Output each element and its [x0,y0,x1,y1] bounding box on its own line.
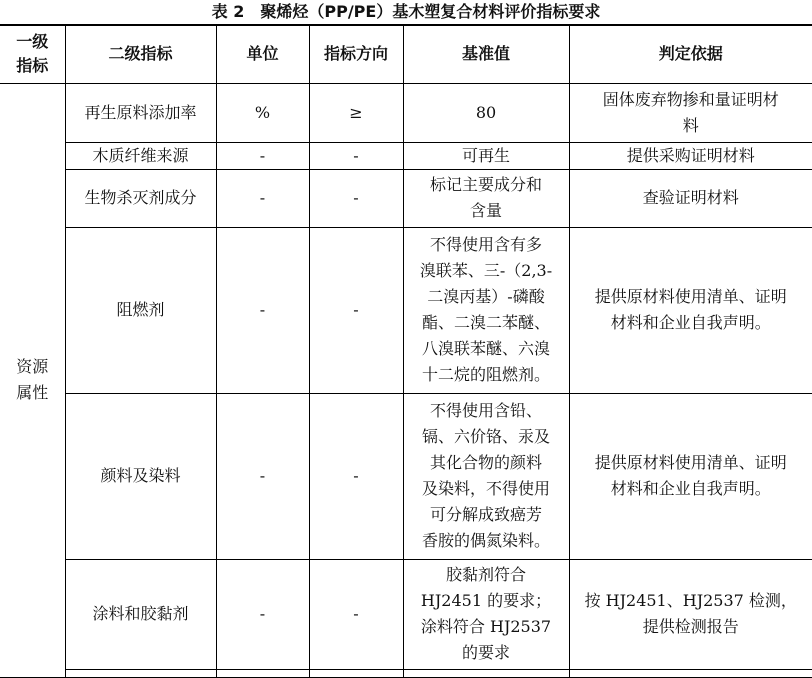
empty-cell [309,669,403,677]
header-level1-line: 一级 [16,32,49,52]
basis-line: 料 [682,115,699,135]
header-unit: 单位 [216,25,309,83]
header-level1 [0,25,65,83]
baseline-line: 香胺的偶氮染料。 [421,531,550,550]
indicator-cell: 阻燃剂 [65,227,216,393]
table-caption: 表 2 聚烯烃（PP/PE）基木塑复合材料评价指标要求 [211,2,601,21]
basis-line: 提供检测报告 [642,617,739,636]
table-row [0,83,812,142]
baseline-line: 十二烷的阻燃剂。 [421,365,550,384]
baseline-line: 酯、二溴二苯醚、 [421,313,550,332]
baseline-cell [403,227,569,393]
baseline-line: 涂料符合 HJ2537 [420,617,552,636]
baseline-line: 其化合物的颜料 [429,453,542,472]
unit-cell: - [216,142,309,169]
table-row [0,169,812,227]
direction-cell: - [309,169,403,227]
empty-cell [569,669,812,677]
baseline-line: 溴联苯、三-（2,3- [419,261,553,280]
unit-cell: - [216,169,309,227]
basis-line: 材料和企业自我声明。 [610,313,771,332]
evaluation-table [0,24,812,678]
empty-cell [216,669,309,677]
baseline-line: 可再生 [461,145,510,165]
direction-cell: - [309,227,403,393]
header-baseline: 基准值 [403,25,569,83]
basis-line: 提供采购证明材料 [626,145,755,165]
basis-cell [569,83,812,142]
direction-cell: - [309,393,403,559]
direction-cell: - [309,142,403,169]
header-direction: 指标方向 [309,25,403,83]
unit-cell: - [216,393,309,559]
basis-line: 提供原材料使用清单、证明 [594,287,787,306]
table-row [0,393,812,559]
baseline-line: 标记主要成分和 [429,175,542,194]
unit-cell: - [216,559,309,669]
baseline-line: 镉、六价铬、汞及 [421,427,550,446]
baseline-line: 不得使用含有多 [429,235,542,254]
baseline-line: 可分解成致癌芳 [429,505,542,524]
indicator-cell: 颜料及染料 [65,393,216,559]
category-cell [0,83,65,677]
table-row-continuation [0,669,812,677]
direction-cell: - [309,559,403,669]
basis-cell [569,559,812,669]
baseline-cell [403,393,569,559]
indicator-cell: 涂料和胶黏剂 [65,559,216,669]
empty-cell [403,669,569,677]
unit-cell: % [216,83,309,142]
indicator-cell: 生物杀灭剂成分 [65,169,216,227]
baseline-line: 含量 [469,201,502,220]
baseline-line: 80 [475,102,497,122]
basis-cell [569,169,812,227]
table-row [0,142,812,169]
basis-line: 材料和企业自我声明。 [610,479,771,498]
baseline-line: 八溴联苯醚、六溴 [421,339,550,358]
basis-line: 固体废弃物掺和量证明材 [602,89,779,109]
empty-cell [65,669,216,677]
category-line: 属性 [16,383,49,402]
indicator-cell: 再生原料添加率 [65,83,216,142]
baseline-line: 的要求 [461,643,510,662]
basis-cell [569,142,812,169]
table-row [0,227,812,393]
basis-line: 按 HJ2451、HJ2537 检测， [584,591,797,610]
unit-cell: - [216,227,309,393]
baseline-cell [403,169,569,227]
basis-cell [569,393,812,559]
table-row [0,559,812,669]
baseline-line: 二溴丙基）-磷酸 [427,287,545,306]
category-line: 资源 [16,357,49,376]
baseline-line: 胶黏剂符合 [445,565,526,584]
indicator-cell: 木质纤维来源 [65,142,216,169]
direction-cell: ≥ [309,83,403,142]
basis-line: 提供原材料使用清单、证明 [594,453,787,472]
baseline-cell [403,142,569,169]
header-level2: 二级指标 [65,25,216,83]
baseline-cell [403,83,569,142]
header-level1-line: 指标 [16,56,49,76]
basis-cell [569,227,812,393]
header-basis: 判定依据 [569,25,812,83]
header-row [0,25,812,83]
baseline-line: HJ2451 的要求； [420,591,552,610]
baseline-line: 及染料，不得使用 [421,479,550,498]
baseline-line: 不得使用含铅、 [429,401,542,420]
baseline-cell [403,559,569,669]
basis-line: 查验证明材料 [642,188,739,207]
